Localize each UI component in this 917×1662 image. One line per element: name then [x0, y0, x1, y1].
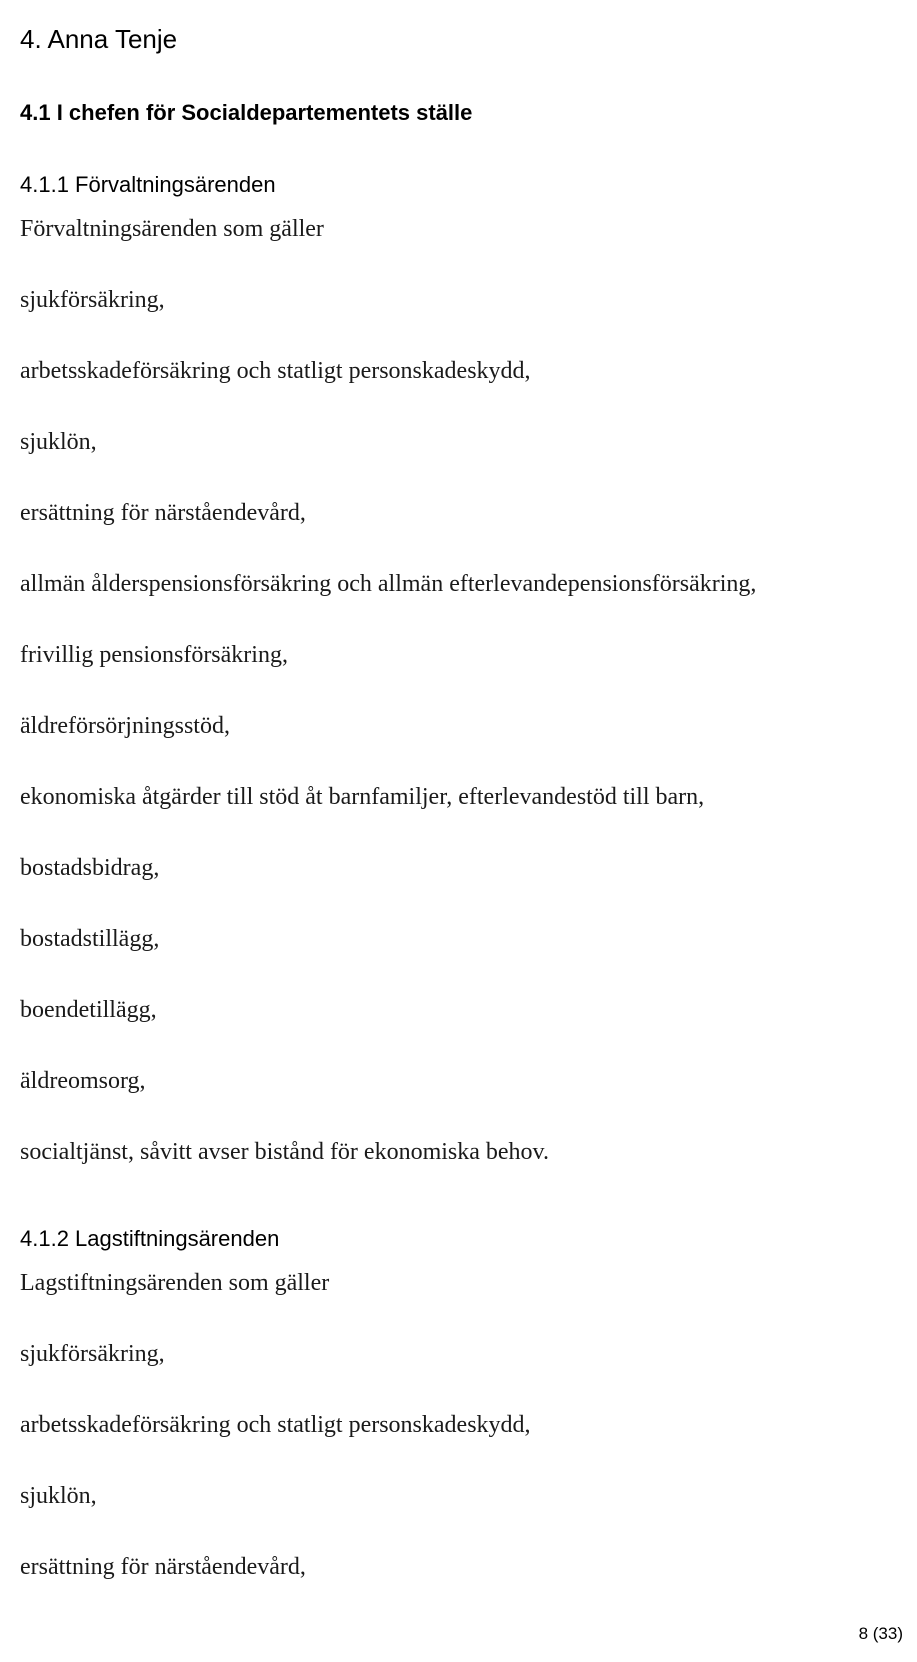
list-item: ekonomiska åtgärder till stöd åt barnfamiljer, efterlevandestöd till barn, — [20, 784, 705, 810]
list-item: arbetsskadeförsäkring och statligt personskadeskydd, — [20, 1412, 531, 1438]
part2-list — [20, 1268, 531, 1623]
list-item: sjuklön, — [20, 1483, 97, 1509]
part1-list — [20, 214, 756, 1208]
list-item: arbetsskadeförsäkring och statligt personskadeskydd, — [20, 358, 531, 384]
subsection-title: 4.1 I chefen för Socialdepartementets ställe — [20, 100, 473, 125]
list-item: ersättning för närståendevård, — [20, 1554, 306, 1580]
list-item: ersättning för närståendevård, — [20, 500, 306, 526]
part1-heading: 4.1.1 Förvaltningsärenden — [20, 172, 276, 197]
list-item: boendetillägg, — [20, 997, 157, 1023]
list-item: socialtjänst, såvitt avser bistånd för ekonomiska behov. — [20, 1139, 549, 1165]
list-item: bostadsbidrag, — [20, 855, 160, 881]
list-item: äldreomsorg, — [20, 1068, 146, 1094]
section-title: 4. Anna Tenje — [20, 24, 178, 54]
list-item: bostadstillägg, — [20, 926, 160, 952]
page-number: 8 (33) — [858, 1624, 903, 1643]
list-item: allmän ålderspensionsförsäkring och allmän efterlevandepensionsförsäkring, — [20, 571, 757, 597]
list-item: sjukförsäkring, — [20, 1341, 165, 1367]
list-item: sjuklön, — [20, 429, 97, 455]
list-item: sjukförsäkring, — [20, 287, 165, 313]
list-item: äldreförsörjningsstöd, — [20, 713, 230, 739]
part2-heading: 4.1.2 Lagstiftningsärenden — [20, 1226, 280, 1251]
part1-intro: Förvaltningsärenden som gäller — [20, 216, 324, 242]
part2-intro: Lagstiftningsärenden som gäller — [20, 1270, 330, 1296]
list-item: frivillig pensionsförsäkring, — [20, 642, 288, 668]
